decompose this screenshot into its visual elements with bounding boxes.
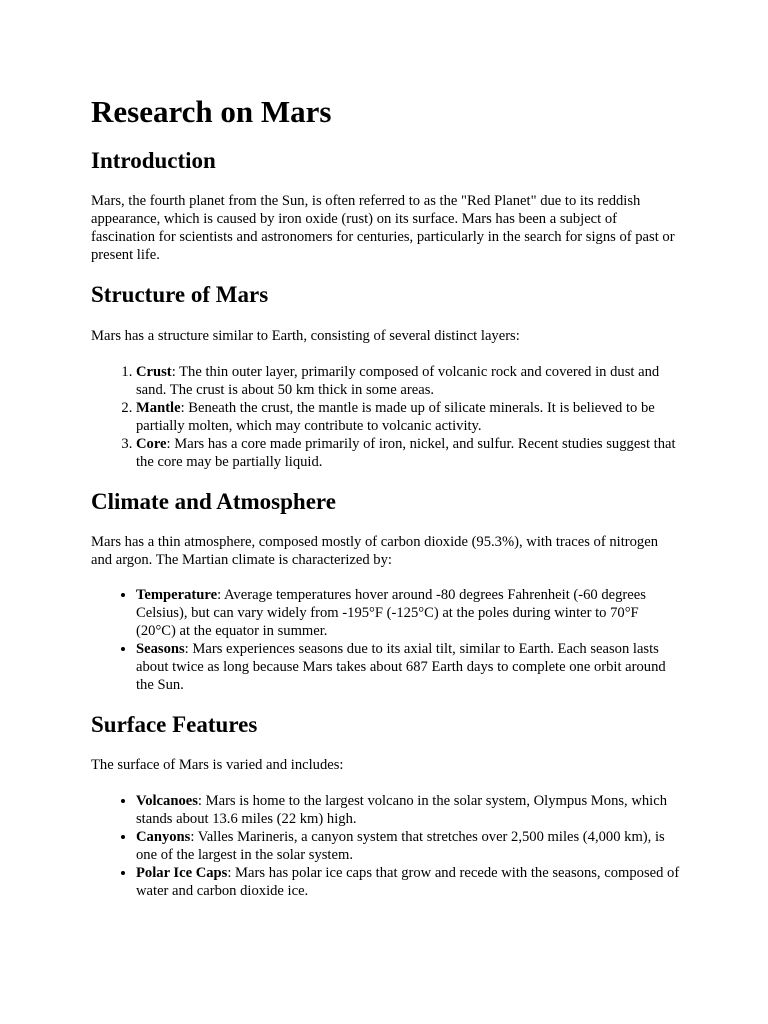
surface-intro-paragraph: The surface of Mars is varied and includes: [91, 757, 344, 773]
list-item-text: : Beneath the crust, the mantle is made up of silicate minerals. It is believed to be partially molten, which may contribute to volcanic activity. [136, 400, 655, 434]
list-item-text: : Mars has a core made primarily of iron, nickel, and sulfur. Recent studies suggest that the core may be partially liquid. [136, 436, 676, 470]
list-item-term: Volcanoes [136, 793, 198, 809]
list-item-text: : The thin outer layer, primarily composed of volcanic rock and covered in dust and sand. The crust is about 50 km thick in some areas. [136, 364, 660, 398]
list-item [136, 399, 681, 435]
structure-layers-list [91, 363, 681, 471]
introduction-paragraph: Mars, the fourth planet from the Sun, is often referred to as the "Red Planet" due to its reddish appearance, which is caused by iron oxide (rust) on its surface. Mars has been a subject of fascination for scientists and astronomers for centuries, particularly in the search for signs of past or present life. [91, 193, 675, 263]
list-item [136, 640, 681, 694]
list-item-term: Canyons [136, 829, 191, 845]
list-item-term: Seasons [136, 641, 185, 657]
list-item-term: Temperature [136, 587, 218, 603]
heading-introduction: Introduction [91, 148, 216, 173]
climate-features-list [91, 586, 681, 694]
list-item [136, 586, 681, 640]
list-item [136, 828, 681, 864]
page-title: Research on Mars [91, 94, 332, 129]
list-item [136, 864, 681, 900]
list-item-term: Core [136, 436, 167, 452]
list-item-text: : Mars is home to the largest volcano in the solar system, Olympus Mons, which stands about 13.6 miles (22 km) high. [136, 793, 668, 827]
climate-intro-paragraph: Mars has a thin atmosphere, composed mostly of carbon dioxide (95.3%), with traces of nitrogen and argon. The Martian climate is characterized by: [91, 534, 658, 568]
heading-structure: Structure of Mars [91, 282, 269, 307]
list-item-term: Mantle [136, 400, 181, 416]
structure-intro-paragraph: Mars has a structure similar to Earth, consisting of several distinct layers: [91, 328, 520, 344]
list-item-term: Polar Ice Caps [136, 865, 228, 881]
list-item-term: Crust [136, 364, 172, 380]
surface-features-list [91, 792, 681, 900]
list-item-text: : Mars experiences seasons due to its axial tilt, similar to Earth. Each season lasts about twice as long because Mars takes about 687 Earth days to complete one orbit around the Sun. [136, 641, 666, 693]
list-item [136, 363, 681, 399]
list-item [136, 792, 681, 828]
heading-climate: Climate and Atmosphere [91, 489, 336, 514]
list-item-text: : Average temperatures hover around -80 degrees Fahrenheit (-60 degrees Celsius), but can vary widely from -195°F (-125°C) at the poles during winter to 70°F (20°C) at the equator in summer. [136, 587, 646, 639]
list-item [136, 435, 681, 471]
list-item-text: : Mars has polar ice caps that grow and recede with the seasons, composed of water and carbon dioxide ice. [136, 865, 680, 899]
list-item-text: : Valles Marineris, a canyon system that stretches over 2,500 miles (4,000 km), is one of the largest in the solar system. [136, 829, 665, 863]
heading-surface: Surface Features [91, 712, 258, 737]
